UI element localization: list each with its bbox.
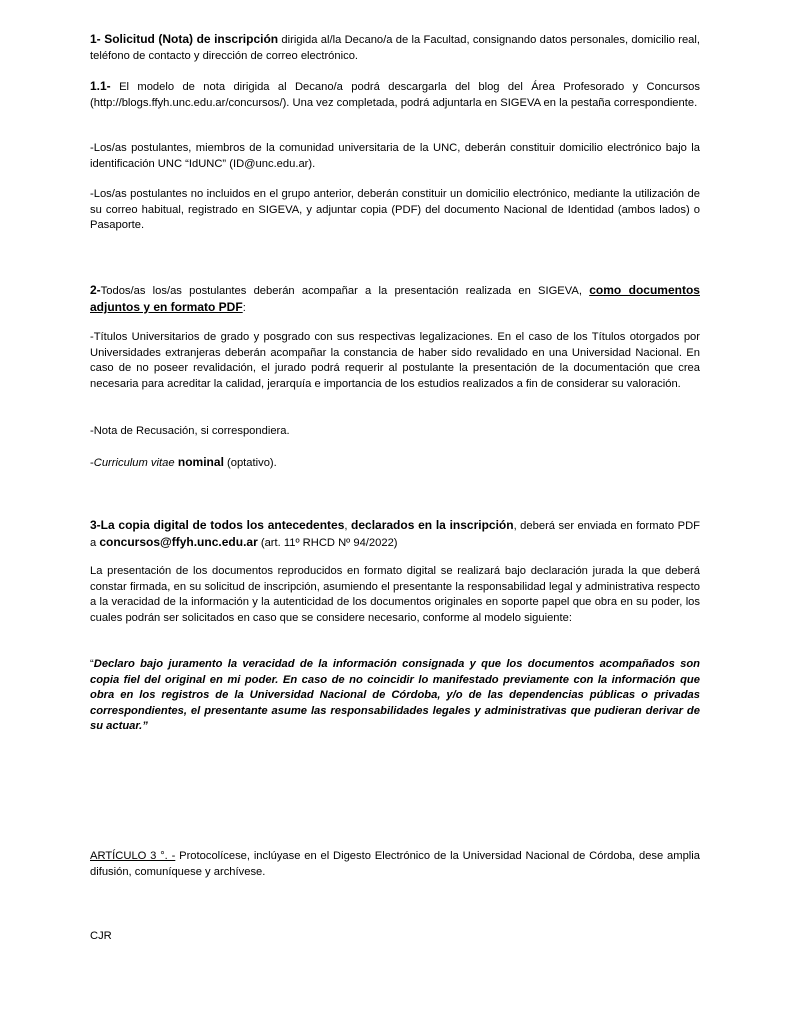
paragraph-titulos: -Títulos Universitarios de grado y posgrado con sus respectivas legalizaciones. En el caso de los Títulos otorgados por Universidades extranjeras deberán acompañar la constancia de haber sido revalidado en una Universidad Nacional. En caso de no poseer revalidación, el jurado podrá requerir al postulante la presentación de la documentación que crea necesaria para acreditar la calidad, jerarquía e importancia de los estudios realizados a fin de considerar su valoración. <box>90 331 700 390</box>
item-1-1-modelo-nota <box>90 79 700 111</box>
paragraph-declaracion-jurada: La presentación de los documentos reproducidos en formato digital se realizará bajo declaración jurada la que deberá constar firmada, en su solicitud de inscripción, asumiendo el presentante la responsabilidad legal y administrativa respecto a la veracidad de la información y la autenticidad de los documentos originales en soporte papel que obra en su poder, los cuales podrán ser solicitados en caso que se considere necesario, conforme al modelo siguiente: <box>90 565 700 624</box>
curriculum-italic: Curriculum vitae <box>93 457 175 469</box>
paragraph-recusacion: -Nota de Recusación, si correspondiera. <box>90 425 290 437</box>
paragraph-articulo-3 <box>90 849 700 880</box>
item-2-heading: 2- <box>90 283 101 297</box>
quote-open: “ <box>90 658 94 670</box>
quote-text: Declaro bajo juramento la veracidad de la información consignada y que los documentos acompañados son copia fiel del original en mi poder. En caso de no coincidir lo manifestado previamente con la información que obra en los registros de la Universidad Nacional de Córdoba, y/o de las dependencias públicas o privadas correspondientes, el presentante asume las responsabilidades legales y administrativas que pudieran derivar de su actuar.” <box>90 658 700 733</box>
paragraph-postulantes-externos: -Los/as postulantes no incluidos en el grupo anterior, deberán constituir un domicilio electrónico, mediante la utilización de su correo habitual, registrado en SIGEVA, y adjuntar copia (PDF) del documento Nacional de Identidad (ambos lados) o Pasaporte. <box>90 188 700 232</box>
item-2-text: Todos/as los/as postulantes deberán acompañar a la presentación realizada en SIGEVA, <box>100 285 590 297</box>
paragraph-curriculum <box>90 455 700 472</box>
articulo-label: ARTÍCULO 3 °. - <box>90 850 176 862</box>
paragraph-modelo-declaracion <box>90 657 700 735</box>
item-3-heading: 3-La copia digital de todos los antecedentes <box>90 518 345 532</box>
item-1-heading: 1- Solicitud (Nota) de inscripción <box>90 32 279 46</box>
item-2-colon: : <box>242 301 246 314</box>
item-1-solicitud <box>90 32 700 64</box>
item-2-documentos <box>90 283 700 316</box>
articulo-text: Protocolícese, inclúyase en el Digesto Electrónico de la Universidad Nacional de Córdoba, dese amplia difusión, comuníquese y archívese. <box>90 850 700 878</box>
item-3-reference: (art. 11º RHCD Nº 94/2022) <box>257 536 398 549</box>
item-3-copia-digital <box>90 518 700 551</box>
item-3-email: concursos@ffyh.unc.edu.ar <box>99 534 258 549</box>
curriculum-nominal: nominal <box>174 455 224 469</box>
initials: CJR <box>90 930 112 942</box>
item-3-separator: , <box>344 520 352 532</box>
item-1-1-text: El modelo de nota dirigida al Decano/a podrá descargarla del blog del Área Profesorado y Concursos (http://blogs.ffyh.unc.edu.ar/concursos/). Una vez completada, podrá adjuntarla en SIGEVA en la pestaña correspondiente. <box>90 81 700 109</box>
item-2-emphasis: como documentos adjuntos y en formato PDF <box>90 283 700 314</box>
paragraph-postulantes-unc: -Los/as postulantes, miembros de la comunidad universitaria de la UNC, deberán constituir domicilio electrónico bajo la identificación UNC “IdUNC” (ID@unc.edu.ar). <box>90 142 700 170</box>
curriculum-rest: (optativo). <box>223 457 277 469</box>
item-1-text: dirigida al/la Decano/a de la Facultad, consignando datos personales, domicilio real, teléfono de contacto y dirección de correo electrónico. <box>90 34 700 62</box>
item-3-declarados: declarados en la inscripción <box>351 518 514 532</box>
item-3-text: , deberá ser enviada en formato PDF a <box>90 520 700 549</box>
curriculum-dash: - <box>90 457 94 469</box>
item-1-1-heading: 1.1- <box>90 79 111 93</box>
